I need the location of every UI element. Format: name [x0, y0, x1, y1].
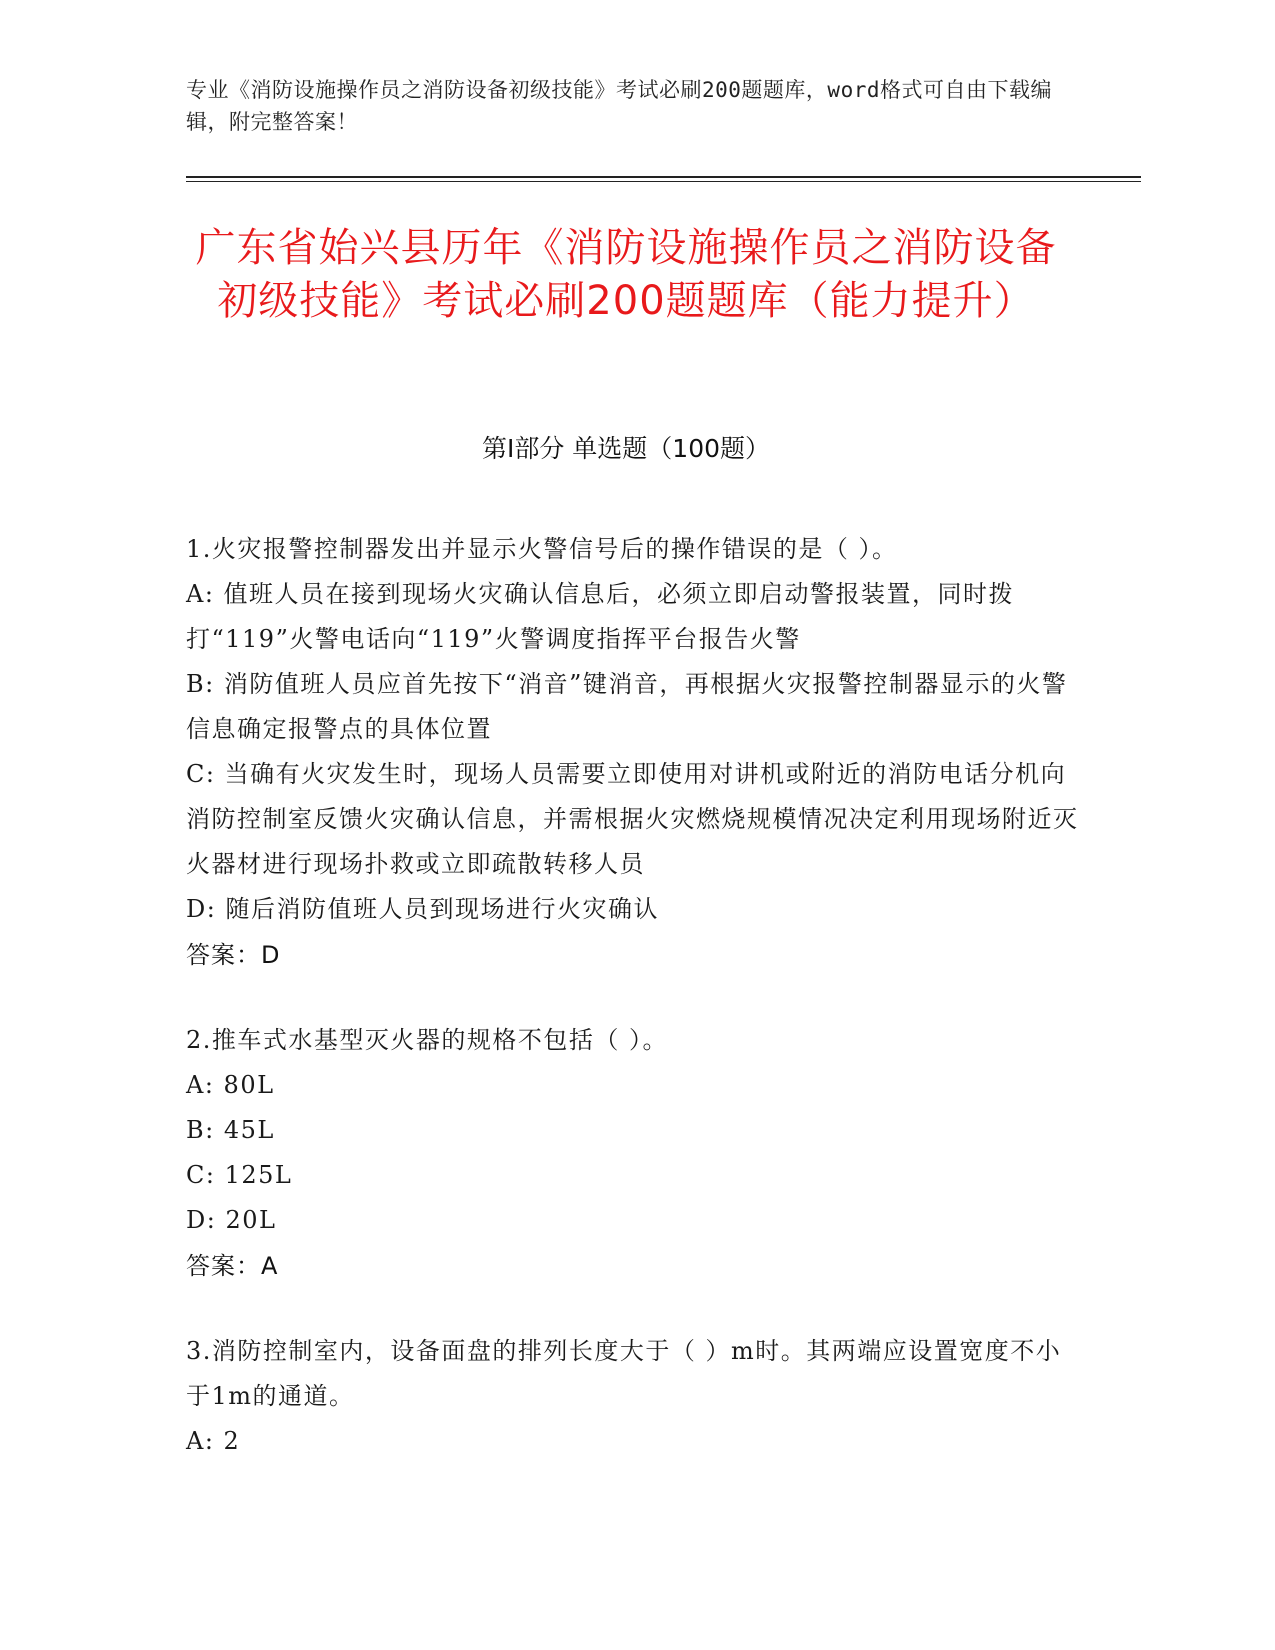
- option-c: C: 当确有火灾发生时，现场人员需要立即使用对讲机或附近的消防电话分机向消防控制室反馈火灾确认信息，并需根据火灾燃烧规模情况决定利用现场附近灭火器材进行现场扑救或立即疏散转移人员: [186, 760, 1079, 878]
- option-c: C: 125L: [186, 1161, 293, 1189]
- question-gap: [186, 1289, 1081, 1329]
- option-b: B: 消防值班人员应首先按下“消音”键消音，再根据火灾报警控制器显示的火警信息确定报警点的具体位置: [186, 670, 1068, 743]
- header-rule-thin: [186, 181, 1141, 182]
- option-d: D: 20L: [186, 1206, 277, 1234]
- question-3: [186, 1329, 1081, 1464]
- question-1: [186, 527, 1081, 978]
- header-rule-thick: [186, 176, 1141, 178]
- answer-label: 答案：A: [186, 1252, 279, 1280]
- section-heading: 第I部分 单选题（100题）: [481, 434, 771, 463]
- option-a: A: 值班人员在接到现场火灾确认信息后，必须立即启动警报装置，同时拨打“119”火警电话向“119”火警调度指挥平台报告火警: [186, 580, 1015, 653]
- question-list: [186, 527, 1081, 1464]
- document-title: 广东省始兴县历年《消防设施操作员之消防设备初级技能》考试必刷200题题库（能力提升）: [195, 225, 1057, 324]
- option-d: D: 随后消防值班人员到现场进行火灾确认: [186, 895, 659, 923]
- question-stem: 3.消防控制室内，设备面盘的排列长度大于（ ）m时。其两端应设置宽度不小于1m的通道。: [186, 1337, 1062, 1410]
- question-gap: [186, 978, 1081, 1018]
- question-stem: 1.火灾报警控制器发出并显示火警信号后的操作错误的是（ ）。: [186, 535, 898, 563]
- question-2: [186, 1018, 1081, 1289]
- option-a: A: 80L: [186, 1071, 275, 1099]
- question-stem: 2.推车式水基型灭火器的规格不包括（ ）。: [186, 1026, 669, 1054]
- option-b: B: 45L: [186, 1116, 275, 1144]
- option-a: A: 2: [186, 1427, 241, 1455]
- header-note: 专业《消防设施操作员之消防设备初级技能》考试必刷200题题库，word格式可自由下载编辑，附完整答案！: [186, 78, 1052, 134]
- answer-label: 答案：D: [186, 941, 281, 969]
